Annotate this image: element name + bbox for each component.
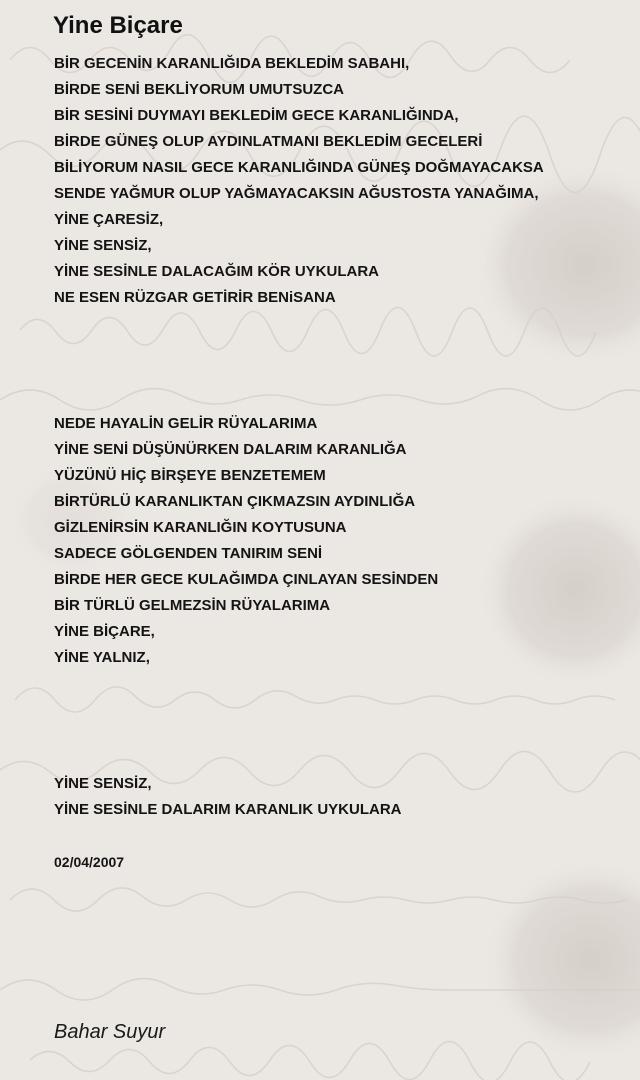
poem-line: BİR TÜRLÜ GELMEZSİN RÜYALARIMA — [54, 597, 331, 614]
poem-line: BİRDE SENİ BEKLİYORUM UMUTSUZCA — [54, 81, 345, 98]
poem-line: BİRTÜRLÜ KARANLIKTAN ÇIKMAZSIN AYDINLIĞA — [54, 493, 416, 510]
poem-line: NEDE HAYALİN GELİR RÜYALARIMA — [54, 415, 318, 432]
poem-line: YÜZÜNÜ HİÇ BİRŞEYE BENZETEMEM — [54, 467, 326, 484]
poem-line: YİNE SESİNLE DALACAĞIM KÖR UYKULARA — [54, 263, 380, 280]
poem-line: SENDE YAĞMUR OLUP YAĞMAYACAKSIN AĞUSTOSTA YANAĞIMA, — [54, 185, 539, 202]
poem-line: YİNE BİÇARE, — [54, 623, 155, 640]
poem-line: BİLİYORUM NASIL GECE KARANLIĞINDA GÜNEŞ DOĞMAYACAKSA — [54, 159, 544, 176]
poem-line: BİR GECENİN KARANLIĞIDA BEKLEDİM SABAHI, — [54, 55, 410, 72]
poem-title: Yine Biçare — [53, 12, 183, 39]
poem-line: YİNE SENSİZ, — [54, 237, 152, 254]
poem-line: GİZLENİRSİN KARANLIĞIN KOYTUSUNA — [54, 519, 347, 536]
poem-author: Bahar Suyur — [54, 1021, 166, 1043]
poem-line: BİRDE GÜNEŞ OLUP AYDINLATMANI BEKLEDİM GECELERİ — [54, 133, 483, 150]
poem-line: YİNE SENİ DÜŞÜNÜRKEN DALARIM KARANLIĞA — [54, 441, 407, 458]
poem-line: YİNE SESİNLE DALARIM KARANLIK UYKULARA — [54, 801, 402, 818]
poem-line: YİNE ÇARESİZ, — [54, 211, 164, 228]
poem-line: BİRDE HER GECE KULAĞIMDA ÇINLAYAN SESİNDEN — [54, 571, 439, 588]
poem-line: NE ESEN RÜZGAR GETİRİR BENiSANA — [54, 289, 336, 306]
poem-line: SADECE GÖLGENDEN TANIRIM SENİ — [54, 545, 323, 562]
poem-line: BİR SESİNİ DUYMAYI BEKLEDİM GECE KARANLIĞINDA, — [54, 107, 459, 124]
poem-line: YİNE SENSİZ, — [54, 775, 152, 792]
poem-date: 02/04/2007 — [54, 854, 125, 870]
poem-line: YİNE YALNIZ, — [54, 649, 150, 666]
